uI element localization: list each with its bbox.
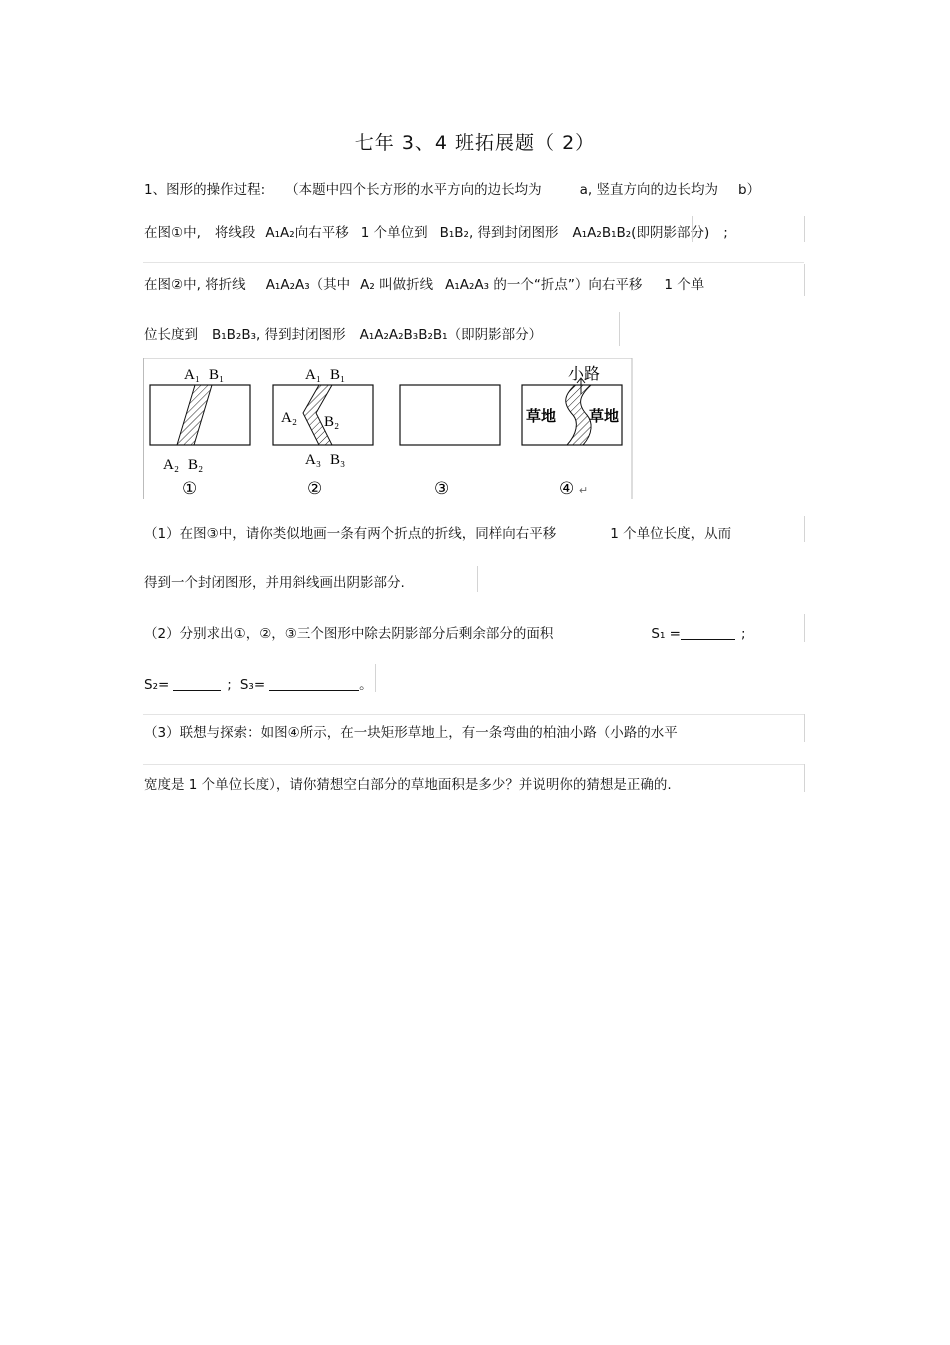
question-text: 得到一个封闭图形，并用斜线画出阴影部分.: [144, 575, 405, 591]
intro-line-1: [144, 178, 760, 198]
figures-panel: [143, 358, 635, 500]
intro-text: 1、图形的操作过程:: [144, 182, 266, 198]
question-1-line-2: [144, 571, 405, 591]
label-b2: B₂: [324, 414, 340, 430]
question-text: ;: [741, 626, 746, 642]
intro-line-3: [144, 273, 704, 293]
figure-2: [273, 367, 373, 498]
caption-2: ②: [307, 479, 323, 498]
intro-line-4: [144, 323, 542, 343]
intro-text: b）: [738, 182, 761, 198]
label-b3: B₃: [330, 452, 346, 468]
scan-edge: [804, 614, 805, 642]
scan-edge: [143, 714, 804, 715]
scan-edge: [375, 664, 376, 692]
intro-text: A₂ 叫做折线: [360, 277, 434, 293]
label-a2: A₂: [281, 410, 298, 426]
intro-line-2: [144, 221, 728, 241]
intro-text: B₁B₂, 得到封闭图形: [439, 225, 559, 241]
intro-text: A₁A₂B₁B₂: [572, 225, 632, 241]
figure-3: [400, 385, 500, 498]
question-3-line-2: [144, 773, 672, 793]
caption-4: ④: [559, 479, 575, 498]
scan-edge: [143, 764, 804, 765]
scan-edge: [143, 262, 804, 263]
label-a1: A₁: [305, 367, 322, 383]
question-3-line-1: [144, 721, 678, 741]
label-a2: A₂: [163, 457, 180, 473]
scan-edge: [804, 516, 805, 542]
figure-4: [522, 365, 622, 498]
intro-text: ;: [723, 225, 728, 241]
intro-text: A₁A₂向右平移: [265, 225, 349, 241]
intro-text: 1 个单: [664, 277, 705, 293]
scan-edge: [619, 312, 620, 346]
s2-label: S₂=: [144, 677, 170, 693]
scan-edge: [804, 216, 805, 242]
figure-1-shaded-region: [177, 385, 212, 445]
figure-4-path-region: [566, 385, 591, 445]
intro-text: (即阴影部分): [631, 225, 710, 241]
label-a1: A₁: [184, 367, 201, 383]
question-text: （3）联想与探索：如图④所示，在一块矩形草地上，有一条弯曲的柏油小路（小路的水平: [144, 725, 678, 741]
intro-text: 在图①中,: [144, 225, 201, 241]
label-b1: B₁: [330, 367, 346, 383]
intro-text: B₁B₂B₃, 得到封闭图形: [212, 327, 346, 343]
intro-text: A₁A₂A₂B₃B₂B₁（即阴影部分）: [359, 327, 543, 343]
return-mark-icon: ↵: [579, 485, 589, 497]
scan-edge: [692, 216, 693, 242]
label-a3: A₃: [305, 452, 322, 468]
caption-3: ③: [434, 479, 450, 498]
question-text: 宽度是 1 个单位长度），请你猜想空白部分的草地面积是多少？并说明你的猜想是正确的.: [144, 777, 672, 793]
question-text: ;: [227, 677, 232, 693]
label-path: 小路: [568, 366, 601, 383]
question-text: （2）分别求出①，②，③三个图形中除去阴影部分后剩余部分的面积: [144, 626, 554, 642]
scan-edge: [477, 566, 478, 592]
figure-1: [150, 367, 250, 498]
intro-text: A₁A₂A₃ 的一个“折点”）向右平移: [445, 277, 643, 293]
intro-text: 将线段: [214, 225, 256, 241]
intro-text: 1 个单位到: [360, 225, 428, 241]
intro-text: （本题中四个长方形的水平方向的边长均为: [285, 182, 542, 198]
s3-label: S₃=: [239, 677, 266, 693]
label-b2: B₂: [188, 457, 204, 473]
question-text: 。: [359, 677, 373, 693]
intro-text: a, 竖直方向的边长均为: [579, 182, 718, 198]
scan-edge: [804, 764, 805, 792]
intro-text: 在图②中, 将折线: [144, 277, 246, 293]
scan-edge: [804, 264, 805, 296]
answer-blank-s1[interactable]: [681, 627, 735, 640]
scan-edge: [804, 714, 805, 742]
question-2-line-1: [144, 622, 746, 642]
question-text: 1 个单位长度，从而: [610, 526, 732, 542]
figure-3-rect: [400, 385, 500, 445]
answer-blank-s2[interactable]: [173, 678, 221, 691]
s1-label: S₁ =: [651, 626, 681, 642]
label-grass-left: 草地: [526, 409, 557, 425]
question-text: （1）在图③中，请你类似地画一条有两个折点的折线，同样向右平移: [144, 526, 557, 542]
intro-text: 位长度到: [144, 327, 198, 343]
answer-blank-s3[interactable]: [269, 678, 359, 691]
caption-1: ①: [182, 479, 198, 498]
intro-text: A₁A₂A₃（其中: [265, 277, 351, 293]
page-title: 七年 3、4 班拓展题（ 2）: [354, 132, 596, 154]
label-b1: B₁: [209, 367, 225, 383]
question-2-line-2: [144, 673, 373, 693]
question-1-line-1: [144, 522, 731, 542]
label-grass-right: 草地: [589, 409, 620, 425]
